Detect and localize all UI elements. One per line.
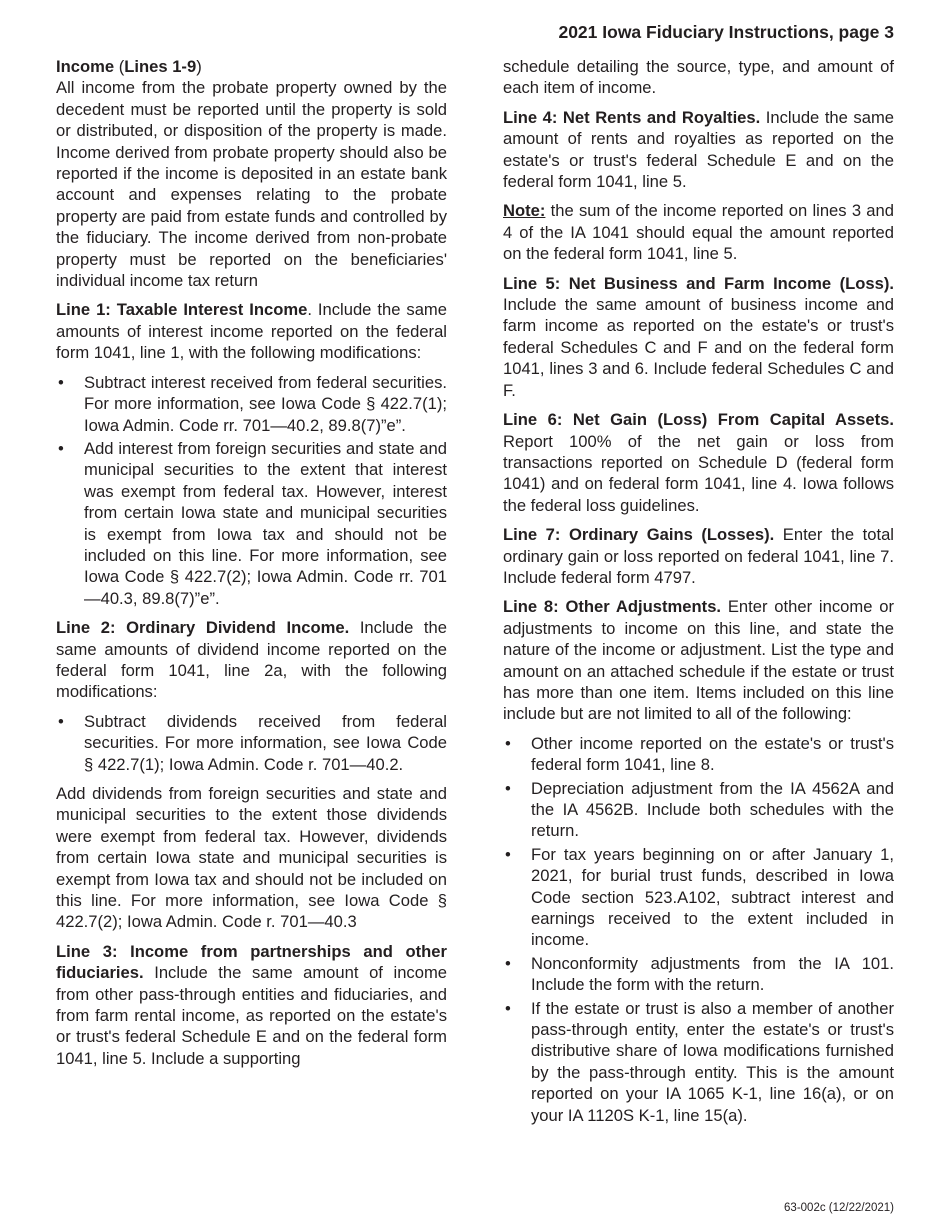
continuation-paragraph: schedule detailing the source, type, and amount of each item of income.: [503, 57, 894, 98]
list-item: • Nonconformity adjustments from the IA 101. Include the form with the return.: [503, 953, 894, 996]
line7-heading: Line 7: Ordinary Gains (Losses).: [503, 525, 775, 545]
income-text: All income from the probate property owned by the decedent must be reported until the property is sold or distributed, or disposition of the property is made. Income derived from probate property should also be reported if the income is deposited in an estate bank account and expenses relating to the probate property are paid from estate funds and controlled by the fiduciary. The income derived from non-probate property must be reported on the beneficiaries' individual income tax return: [56, 78, 447, 291]
line3-text: Include the same amount of income from other pass-through entities and fiduciaries, and from farm rental income, as reported on the estate's or trust's federal Schedule E and on the federal form 1041, line 5. Include a supporting: [56, 963, 447, 1068]
income-heading-line: [56, 56, 447, 291]
line6-text: Report 100% of the net gain or loss from transactions reported on Schedule D (federal form 1041) and on federal form 1041, line 4. Iowa follows the federal loss guidelines.: [503, 431, 894, 515]
line2-add-paragraph: Add dividends from foreign securities and state and municipal securities to the extent those dividends were exempt from federal tax. However, dividends from certain Iowa state and municipal securities is exempt from Iowa tax and should not be included on this line. For more information, see Iowa Code § 422.7(2); Iowa Admin. Code r. 701—40.3: [56, 784, 447, 932]
line1-paragraph: [56, 299, 447, 363]
income-heading: Income: [56, 57, 115, 76]
list-item: • Other income reported on the estate's or trust's federal form 1041, line 8.: [503, 733, 894, 776]
line8-heading: Line 8: Other Adjustments.: [503, 597, 722, 617]
note-label: Note:: [503, 201, 546, 221]
income-heading-lines: Lines 1-9: [124, 57, 197, 76]
line4-paragraph: [503, 107, 894, 193]
form-id-footer: 63-002c (12/22/2021): [784, 1202, 894, 1214]
line5-text: Include the same amount of business income and farm income as reported on the estate's or trust's federal Schedules C and F and on the federal form 1041, lines 3 and 6. Include federal Schedules C and F.: [503, 295, 894, 400]
line8-text: Enter other income or adjustments to income on this line, and state the nature of the income or adjustment. List the type and amount on an attached schedule if the estate or trust has more than one item. Items included on this line include but are not limited to all of the following:: [503, 597, 894, 724]
line6-heading: Line 6: Net Gain (Loss) From Capital Assets.: [503, 410, 894, 430]
list-item: • Depreciation adjustment from the IA 4562A and the IA 4562B. Include both schedules with the return.: [503, 778, 894, 842]
line2-paragraph: [56, 617, 447, 703]
line3-paragraph: [56, 941, 447, 1069]
line1-heading: Line 1: Taxable Interest Income: [56, 300, 308, 320]
income-heading-paren-close: ): [196, 57, 202, 76]
list-item: • If the estate or trust is also a member of another pass-through entity, enter the estate's or trust's distributive share of Iowa modifications furnished by the pass-through entity. This is the amount reported on your IA 1065 K-1, line 16(a), or on your IA 1120S K-1, line 15(a).: [503, 998, 894, 1126]
page-header-title: 2021 Iowa Fiduciary Instructions, page 3: [558, 22, 894, 42]
line7-paragraph: [503, 524, 894, 588]
list-item: • Subtract dividends received from federal securities. For more information, see Iowa Code § 422.7(1); Iowa Admin. Code r. 701—40.2.: [56, 711, 447, 775]
income-heading-paren-open: (: [114, 57, 125, 76]
line1-text: . Include the same amounts of interest income reported on the federal form 1041, line 1, with the following modifications:: [56, 300, 447, 363]
line2-heading: Line 2: Ordinary Dividend Income.: [56, 618, 350, 638]
line8-paragraph: [503, 596, 894, 724]
line6-paragraph: [503, 409, 894, 516]
right-column: [503, 56, 894, 1134]
note-paragraph: [503, 200, 894, 264]
line2-bullet-list: [56, 711, 447, 775]
line4-heading: Line 4: Net Rents and Royalties.: [503, 107, 761, 127]
line4-text: Include the same amount of rents and royalties as reported on the estate's or trust's federal Schedule E and on the federal form 1041, line 5.: [503, 107, 894, 192]
line5-heading: Line 5: Net Business and Farm Income (Loss).: [503, 273, 894, 293]
line8-bullet-list: [503, 733, 894, 1126]
list-item: • Add interest from foreign securities and state and municipal securities to the extent that interest was exempt from federal tax. However, interest from certain Iowa state and municipal securities is exempt from Iowa tax and should not be included on this line. For more information, see Iowa Code § 422.7(2); Iowa Admin. Code rr. 701—40.3, 89.8(7)”e”.: [56, 438, 447, 609]
list-item: • For tax years beginning on or after January 1, 2021, for burial trust funds, described in Iowa Code section 523.A102, subtract interest and earnings received to the extent included in income.: [503, 844, 894, 951]
line1-bullet-list: [56, 372, 447, 609]
line3-heading: Line 3: Income from partnerships and other fiduciaries.: [56, 941, 447, 983]
note-text: the sum of the income reported on lines 3 and 4 of the IA 1041 should equal the amount reported on the federal form 1041, line 5.: [503, 201, 894, 264]
left-column: [56, 56, 447, 1077]
line7-text: Enter the total ordinary gain or loss reported on federal 1041, line 7. Include federal form 4797.: [503, 525, 894, 587]
list-item: • Subtract interest received from federal securities. For more information, see Iowa Code § 422.7(1); Iowa Admin. Code rr. 701—40.2, 89.8(7)”e”.: [56, 372, 447, 436]
line5-paragraph: [503, 273, 894, 401]
line2-text: Include the same amounts of dividend income reported on the federal form 1041, line 2a, with the following modifications:: [56, 618, 447, 702]
